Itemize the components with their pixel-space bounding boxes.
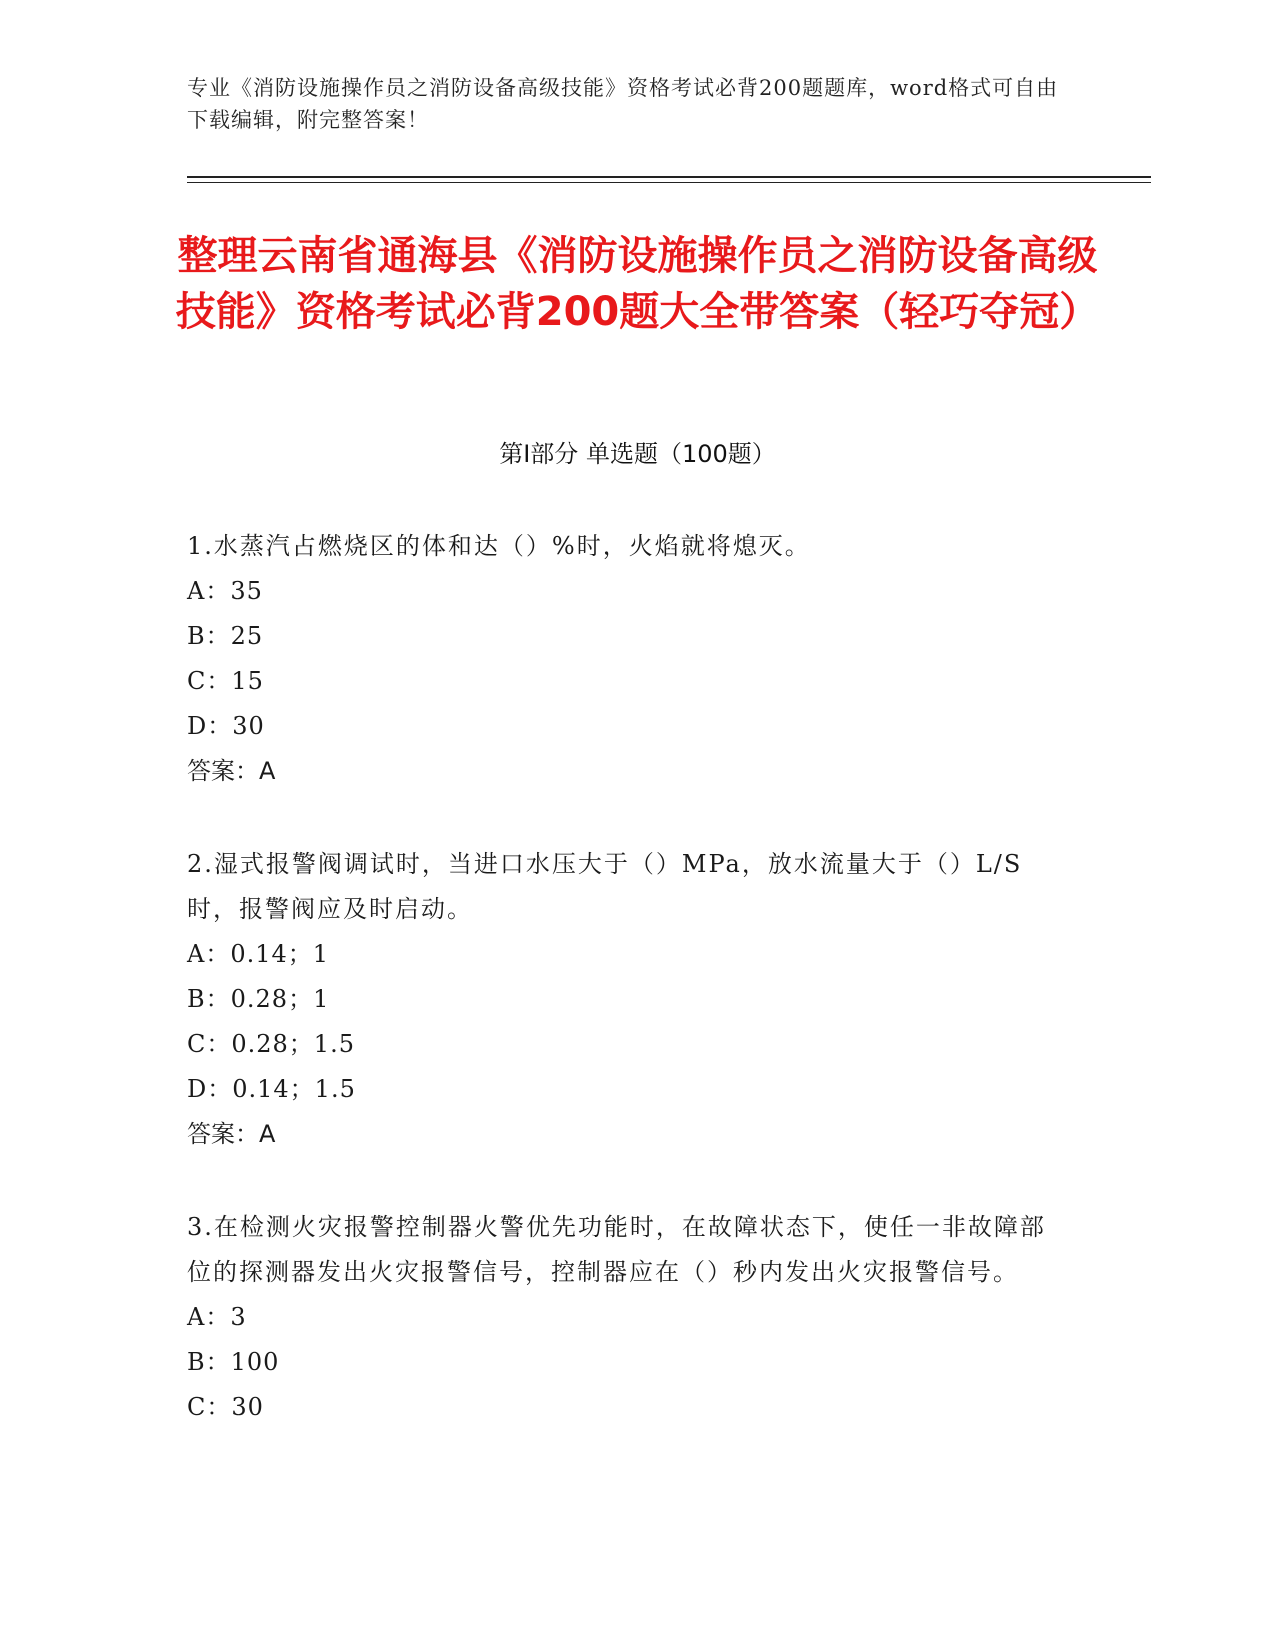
section-title: 第Ⅰ部分 单选题（100题） <box>499 440 776 468</box>
question-block <box>187 842 1067 1157</box>
option-b: B：100 <box>187 1348 280 1376</box>
header-note: 专业《消防设施操作员之消防设备高级技能》资格考试必背200题题库，word格式可自由下载编辑，附完整答案！ <box>187 76 1059 132</box>
answer-line: 答案：A <box>187 1120 276 1148</box>
question-text: 1.水蒸汽占燃烧区的体和达（）%时，火焰就将熄灭。 <box>187 532 811 560</box>
option-b: B：25 <box>187 622 264 650</box>
header-rule-thin <box>187 182 1151 183</box>
question-text: 2.湿式报警阀调试时，当进口水压大于（）MPa，放水流量大于（）L/S时，报警阀应及时启动。 <box>187 850 1023 923</box>
question-block <box>187 1205 1067 1430</box>
question-text: 3.在检测火灾报警控制器火警优先功能时，在故障状态下，使任一非故障部位的探测器发出火灾报警信号，控制器应在（）秒内发出火灾报警信号。 <box>187 1213 1046 1286</box>
document-title: 整理云南省通海县《消防设施操作员之消防设备高级技能》资格考试必背200题大全带答案（轻巧夺冠） <box>175 233 1100 335</box>
option-c: C：30 <box>187 1393 264 1421</box>
option-d: D：30 <box>187 712 265 740</box>
option-c: C：15 <box>187 667 264 695</box>
option-d: D：0.14；1.5 <box>187 1075 356 1103</box>
answer-line: 答案：A <box>187 757 276 785</box>
question-block <box>187 524 1067 794</box>
option-b: B：0.28；1 <box>187 985 330 1013</box>
option-a: A：35 <box>187 577 263 605</box>
header-rule-thick <box>187 176 1151 178</box>
option-a: A：0.14；1 <box>187 940 330 968</box>
option-c: C：0.28；1.5 <box>187 1030 355 1058</box>
option-a: A：3 <box>187 1303 247 1331</box>
